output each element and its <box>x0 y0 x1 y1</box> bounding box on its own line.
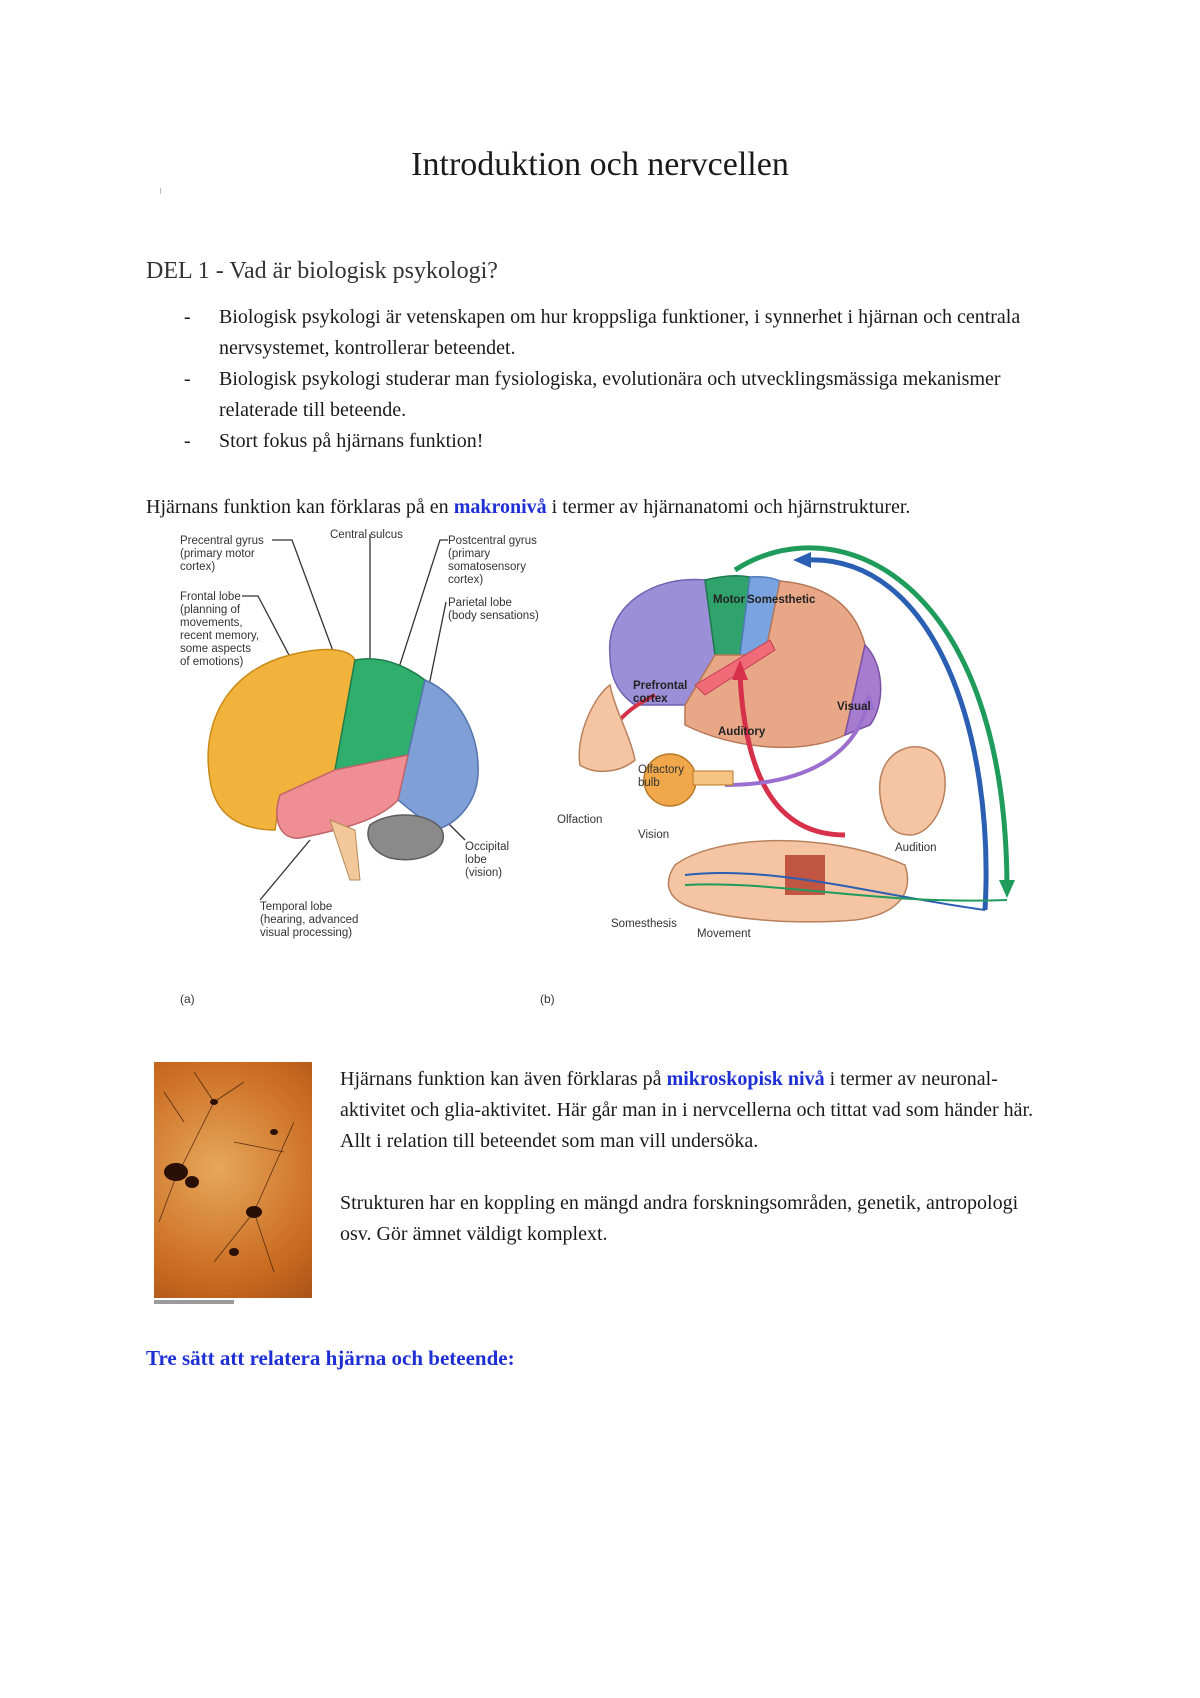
macro-paragraph <box>146 492 1126 523</box>
label-line: (body sensations) <box>448 610 539 622</box>
label-line: recent memory, <box>180 630 260 642</box>
neuron-micrograph-image <box>154 1062 312 1298</box>
neuron-soma <box>246 1206 262 1218</box>
motor-label: Motor <box>713 594 745 606</box>
section-heading: DEL 1 - Vad är biologisk psykologi? <box>146 258 498 284</box>
somesthetic-label: Somesthetic <box>747 594 816 606</box>
label-line: visual processing) <box>260 927 353 939</box>
macro-highlight: makronivå <box>453 496 547 518</box>
postcentral-label <box>448 535 537 586</box>
panel-label-b: (b) <box>540 992 555 1006</box>
label-line: cortex) <box>448 574 484 586</box>
label-line: somatosensory <box>448 561 526 573</box>
optic-nerve <box>693 771 733 785</box>
precentral-label <box>180 535 264 573</box>
green-arrowhead <box>999 880 1015 898</box>
label-line: lobe <box>465 854 487 866</box>
blue-arrowhead <box>793 552 811 568</box>
neuron-micrograph <box>154 1062 312 1298</box>
margin-mark <box>160 188 161 194</box>
bullet-text: Biologisk psykologi studerar man fysiologiska, evolutionära och utvecklingsmässiga mekanismer relaterade till beteende. <box>219 368 1001 421</box>
temporal-label <box>260 901 358 939</box>
macro-text-before: Hjärnans funktion kan förklaras på en <box>146 496 454 518</box>
movement-label: Movement <box>697 928 751 940</box>
prefrontal-label-1: Prefrontal <box>633 680 688 692</box>
neuron-soma <box>210 1099 218 1105</box>
list-item: - Biologisk psykologi studerar man fysiologiska, evolutionära och utvecklingsmässiga mekanismer relaterade till beteende. <box>184 368 1001 421</box>
cerebellum <box>368 815 443 860</box>
auditory-label: Auditory <box>718 726 766 738</box>
somesthesis-label: Somesthesis <box>611 918 677 930</box>
audition-label: Audition <box>895 842 937 854</box>
neuron-soma <box>164 1163 188 1181</box>
macro-text-after: i termer av hjärnanatomi och hjärnstrukturer. <box>546 496 911 518</box>
brainstem <box>330 820 360 880</box>
olfactory-label-2: bulb <box>638 777 660 789</box>
label-line: (primary <box>448 548 491 560</box>
list-item: - Stort fokus på hjärnans funktion! <box>184 430 484 452</box>
prefrontal-label-2: cortex <box>633 693 668 705</box>
label-line: cortex) <box>180 561 216 573</box>
neuron-soma <box>229 1248 239 1256</box>
micro-paragraph <box>340 1064 1050 1157</box>
central-sulcus-label <box>330 529 403 541</box>
occipital-label <box>465 841 509 879</box>
micrograph-credit <box>154 1300 234 1304</box>
olfaction-label: Olfaction <box>557 814 603 826</box>
label-line: some aspects <box>180 643 251 655</box>
label-line: movements, <box>180 617 243 629</box>
bullet-text: Biologisk psykologi är vetenskapen om hur kroppsliga funktioner, i synnerhet i hjärnan och centrala nervsystemet, kontrollerar beteendet. <box>219 306 1021 359</box>
micro-highlight: mikroskopisk nivå <box>666 1068 825 1090</box>
structure-paragraph: Strukturen har en koppling en mängd andra forskningsområden, genetik, antropologi osv. Gör ämnet väldigt komplext. <box>340 1192 1019 1245</box>
sensory-pathways-figure <box>540 535 1035 1010</box>
micro-text-after: i termer av neuronal-aktivitet och glia-aktivitet. Här går man in i nervcellerna och tittat vad som händer här. Allt i relation till beteendet som man vill undersöka. <box>340 1068 1034 1152</box>
bullet-text: Stort fokus på hjärnans funktion! <box>219 430 484 452</box>
visual-label: Visual <box>837 701 871 713</box>
brain-lobes-figure <box>180 520 603 1010</box>
neuron-soma <box>270 1129 278 1135</box>
list-item: - Biologisk psykologi är vetenskapen om hur kroppsliga funktioner, i synnerhet i hjärnan och centrala nervsystemet, kontrollerar beteendet. <box>184 306 1021 359</box>
frontal-label <box>180 591 259 668</box>
label-line: Occipital <box>465 841 510 853</box>
label-line: Frontal lobe <box>180 591 241 603</box>
label-line: Postcentral gyrus <box>448 535 537 547</box>
label-line: Parietal lobe <box>448 597 512 609</box>
label-line: (vision) <box>465 867 503 879</box>
label-line: Precentral gyrus <box>180 535 264 547</box>
closing-heading: Tre sätt att relatera hjärna och beteende: <box>146 1346 515 1370</box>
label-line: Central sulcus <box>330 529 403 541</box>
micro-text-before: Hjärnans funktion kan även förklaras på <box>340 1068 667 1090</box>
neuron-soma <box>185 1176 199 1188</box>
olfactory-label-1: Olfactory <box>638 764 685 776</box>
label-line: of emotions) <box>180 656 244 668</box>
brain-lateral <box>208 650 478 880</box>
bullet-list <box>146 302 1066 457</box>
panel-label-a: (a) <box>180 992 195 1006</box>
label-line: (primary motor <box>180 548 255 560</box>
label-line: Temporal lobe <box>260 901 333 913</box>
vision-label: Vision <box>638 829 670 841</box>
ear <box>880 747 946 835</box>
page-title: Introduktion och nervcellen <box>411 146 789 183</box>
label-line: (planning of <box>180 604 241 616</box>
label-line: (hearing, advanced <box>260 914 359 926</box>
parietal-label <box>448 597 539 622</box>
